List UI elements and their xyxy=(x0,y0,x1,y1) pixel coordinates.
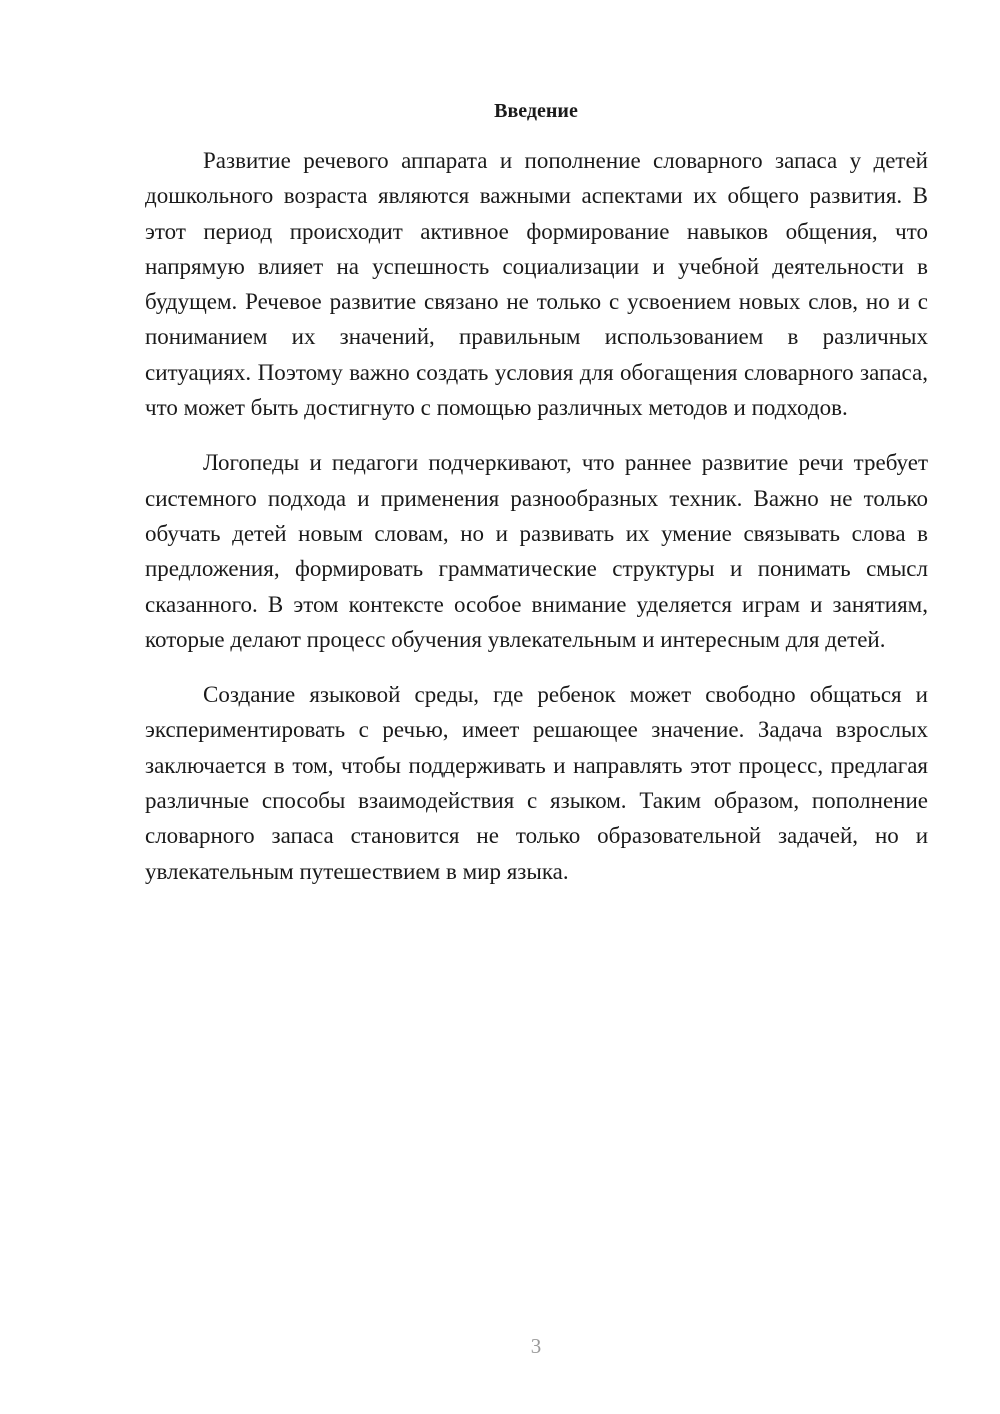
paragraph-2: Логопеды и педагоги подчеркивают, что раннее развитие речи требует системного подхода и применения разнообразных техник. Важно не только обучать детей новым словам, но и развивать их умение связывать слова в предложения, формировать грамматические структуры и понимать смысл сказанного. В этом контексте особое внимание уделяется играм и занятиям, которые делают процесс обучения увлекательным и интересным для детей. xyxy=(145,450,928,652)
paragraph-1: Развитие речевого аппарата и пополнение словарного запаса у детей дошкольного возраста являются важными аспектами их общего развития. В этот период происходит активное формирование навыков общения, что напрямую влияет на успешность социализации и учебной деятельности в будущем. Речевое развитие связано не только с усвоением новых слов, но и с пониманием их значений, правильным использованием в различных ситуациях. Поэтому важно создать условия для обогащения словарного запаса, что может быть достигнуто с помощью различных методов и подходов. xyxy=(145,148,928,421)
body-text xyxy=(145,143,928,909)
paragraph-3: Создание языковой среды, где ребенок может свободно общаться и экспериментировать с речью, имеет решающее значение. Задача взрослых заключается в том, чтобы поддерживать и направлять этот процесс, предлагая различные способы взаимодействия с языком. Таким образом, пополнение словарного запаса становится не только образовательной задачей, но и увлекательным путешествием в мир языка. xyxy=(145,682,928,884)
page-number: 3 xyxy=(530,1334,542,1358)
section-title: Введение xyxy=(494,100,578,122)
